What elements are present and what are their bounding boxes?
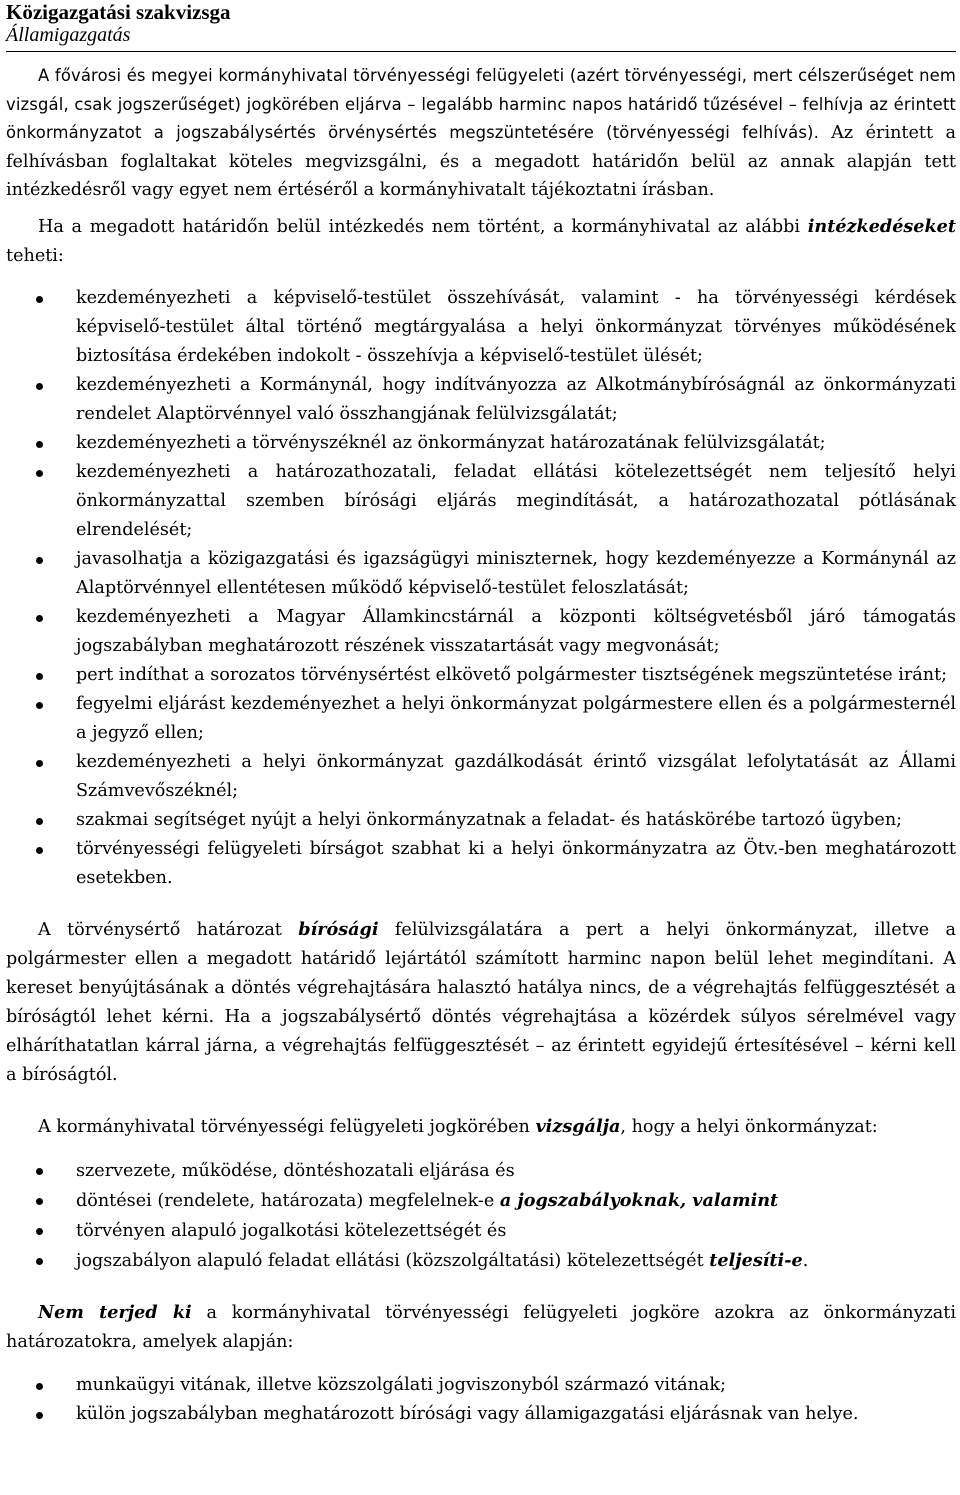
paragraph-intro-sans: A fővárosi és megyei kormányhivatal törvényességi felügyeleti (azért törvényességi, mert célszerűséget nem vizsgál, csak jogszerűséget) jogkörében eljárva – legalább harminc napos határidő tűzésével – felhívja az érintett önkormányzatot a jogszabálysértés örvénysértés megszüntetésére (törvényességi felhívás). [6, 66, 956, 142]
list-item [6, 748, 956, 806]
paragraph-exclusions-text: a kormányhivatal törvényességi felügyeleti jogköre azokra az önkormányzati határozatokra, amelyek alapján: [6, 1302, 956, 1352]
paragraph-examination-emphasis: vizsgálja [535, 1115, 621, 1137]
list-item-text: kezdeményezheti a Magyar Államkincstárnál a központi költségvetésből járó támogatás jogszabályban meghatározott részének visszatartását vagy megvonását; [76, 606, 956, 656]
list-item [6, 1400, 956, 1429]
list-item [6, 1216, 956, 1246]
bullet-icon [36, 557, 43, 564]
list-item-text: kezdeményezheti a határozathozatali, feladat ellátási kötelezettségét nem teljesítő helyi önkormányzattal szemben bírósági eljárás megindítását, a határozathozatal pótlásának elrendelését; [76, 461, 956, 540]
paragraph-examination-tail: , hogy a helyi önkormányzat: [620, 1116, 878, 1137]
bullet-icon [36, 615, 43, 622]
paragraph-court-review-emphasis: bírósági [298, 918, 379, 940]
bullet-icon [36, 1258, 43, 1265]
list-item-text: kezdeményezheti a helyi önkormányzat gazdálkodását érintő vizsgálat lefolytatását az Állami Számvevőszéknél; [76, 751, 956, 801]
list-item [6, 1246, 956, 1276]
list-item [6, 661, 956, 690]
list-item-text: munkaügyi vitának, illetve közszolgálati jogviszonyból származó vitának; [76, 1374, 727, 1395]
measures-list [6, 284, 956, 893]
list-item-emphasis: a jogszabályoknak, valamint [499, 1189, 779, 1211]
list-item-text: kezdeményezheti a képviselő-testület összehívását, valamint - ha törvényességi kérdések képviselő-testület által történő megtárgyalása a helyi önkormányzat törvényes működésének biztosítása érdekében indokolt - összehívja a képviselő-testület ülését; [76, 287, 956, 366]
list-item [6, 1156, 956, 1186]
list-item-text: törvényességi felügyeleti bírságot szabhat ki a helyi önkormányzatra az Ötv.-ben meghatározott esetekben. [76, 838, 956, 888]
list-item [6, 371, 956, 429]
paragraph-measures-emphasis: intézkedéseket [807, 215, 956, 237]
list-item [6, 835, 956, 893]
list-item-text: külön jogszabályban meghatározott bírósági vagy államigazgatási eljárásnak van helye. [76, 1403, 859, 1424]
list-item-text: kezdeményezheti a törvényszéknél az önkormányzat határozatának felülvizsgálatát; [76, 432, 826, 453]
document-subtitle: Államigazgatás [6, 24, 131, 46]
list-item-text: kezdeményezheti a Kormánynál, hogy indítványozza az Alkotmánybíróságnál az önkormányzati rendelet Alaptörvénnyel való összhangjának felülvizsgálatát; [76, 374, 956, 424]
bullet-icon [36, 383, 43, 390]
exclusions-list [6, 1371, 956, 1429]
list-item-text: törvényen alapuló jogalkotási kötelezettségét és [76, 1220, 507, 1241]
bullet-icon [36, 1412, 43, 1419]
list-item-text: szervezete, működése, döntéshozatali eljárása és [76, 1160, 515, 1181]
list-item [6, 1371, 956, 1400]
paragraph-court-review [6, 915, 956, 1090]
bullet-icon [36, 760, 43, 767]
paragraph-court-review-text: A törvénysértő határozat [38, 919, 299, 940]
paragraph-examination-text: A kormányhivatal törvényességi felügyeleti jogkörében [38, 1116, 536, 1137]
paragraph-examination [6, 1112, 956, 1142]
paragraph-measures-tail: teheti: [6, 245, 64, 266]
list-item [6, 429, 956, 458]
list-item [6, 284, 956, 371]
list-item-text: döntései (rendelete, határozata) megfelelnek-e [76, 1190, 500, 1211]
paragraph-measures-text: Ha a megadott határidőn belül intézkedés nem történt, a kormányhivatal az alábbi [38, 216, 808, 237]
list-item [6, 603, 956, 661]
document-body [6, 62, 956, 1429]
paragraph-intro-serif: Az érintett a felhívásban foglaltakat köteles megvizsgálni, és a megadott határidőn belül az annak alapján tett intézkedésről vagy egyet nem értéséről a kormányhivatalt tájékoztatni írásban. [6, 123, 956, 200]
bullet-icon [36, 1228, 43, 1235]
paragraph-exclusions [6, 1298, 956, 1357]
list-item-text: javasolhatja a közigazgatási és igazságügyi miniszternek, hogy kezdeményezze a Kormánynál az Alaptörvénnyel ellentétesen működő képviselő-testület feloszlatását; [76, 548, 956, 598]
list-item [6, 1186, 956, 1216]
bullet-icon [36, 470, 43, 477]
list-item-emphasis: teljesíti-e [709, 1249, 803, 1271]
list-item [6, 545, 956, 603]
list-item [6, 458, 956, 545]
bullet-icon [36, 1198, 43, 1205]
document-header [6, 0, 956, 52]
bullet-icon [36, 818, 43, 825]
list-item-text: pert indíthat a sorozatos törvénysértést elkövető polgármester tisztségének megszüntetése iránt; [76, 664, 948, 685]
list-item-tail: . [802, 1250, 809, 1271]
list-item-text: jogszabályon alapuló feladat ellátási (közszolgáltatási) kötelezettségét [76, 1250, 710, 1271]
bullet-icon [36, 702, 43, 709]
list-item-text: fegyelmi eljárást kezdeményezhet a helyi önkormányzat polgármestere ellen és a polgármesternél a jegyző ellen; [76, 693, 956, 743]
paragraph-court-review-tail: felülvizsgálatára a pert a helyi önkormányzat, illetve a polgármester ellen a megadott határidő lejártától számított harminc napon belül lehet megindítani. A kereset benyújtásának a döntés végrehajtására halasztó hatálya nincs, de a végrehajtás felfüggesztését a bíróságtól lehet kérni. Ha a jogszabálysértő döntés végrehajtása a közérdek súlyos sérelmével vagy elháríthatatlan kárral járna, a végrehajtás felfüggesztését – az érintett egyidejű értesítésével – kérni kell a bíróságtól. [6, 919, 956, 1085]
list-item [6, 690, 956, 748]
list-item [6, 806, 956, 835]
bullet-icon [36, 441, 43, 448]
document-title: Közigazgatási szakvizsga [6, 0, 231, 24]
bullet-icon [36, 673, 43, 680]
bullet-icon [36, 1383, 43, 1390]
bullet-icon [36, 847, 43, 854]
bullet-icon [36, 1168, 43, 1175]
paragraph-exclusions-emphasis: Nem terjed ki [38, 1301, 192, 1323]
bullet-icon [36, 296, 43, 303]
paragraph-intro [6, 62, 956, 205]
examination-list [6, 1156, 956, 1276]
paragraph-measures [6, 212, 956, 271]
list-item-text: szakmai segítséget nyújt a helyi önkormányzatnak a feladat- és hatáskörébe tartozó ügyben; [76, 809, 903, 830]
